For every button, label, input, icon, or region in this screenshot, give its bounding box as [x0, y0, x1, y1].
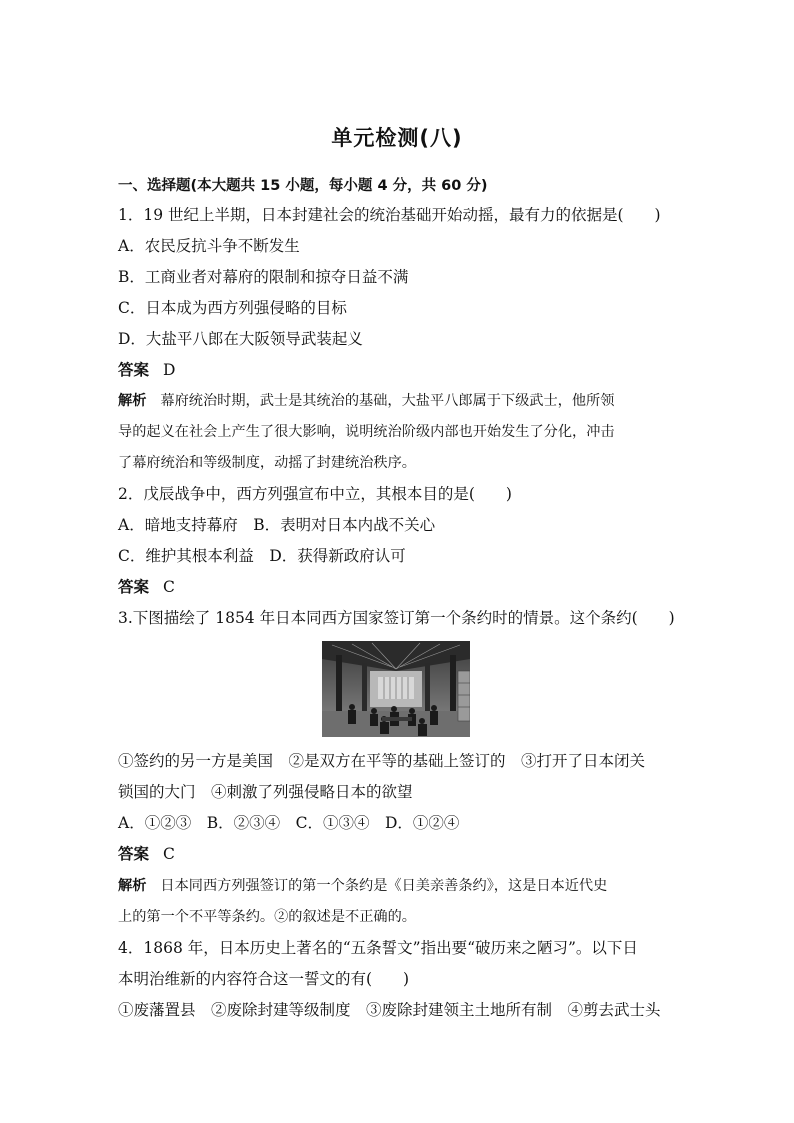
q1-option-d: D．大盐平八郎在大阪领导武装起义 [118, 330, 363, 348]
treaty-signing-engraving-image [322, 641, 470, 737]
q4-stem-line-1: 4．1868 年，日本历史上著名的“五条誓文”指出要“破历来之陋习”。以下日 [118, 939, 638, 957]
analysis-text: 幕府统治时期，武士是其统治的基础，大盐平八郎属于下级武士，他所领 [160, 393, 615, 409]
answer-label: 答案 [118, 845, 150, 863]
q3-stem: 3.下图描绘了 1854 年日本同西方国家签订第一个条约时的情景。这个条约( ) [118, 609, 675, 627]
q1-answer [118, 360, 678, 380]
q1-stem: 1．19 世纪上半期，日本封建社会的统治基础开始动摇，最有力的依据是( ) [118, 206, 661, 224]
answer-value: D [163, 361, 176, 379]
q2-options-cd: C．维护其根本利益 D．获得新政府认可 [118, 547, 406, 565]
q3-analysis-line-2: 上的第一个不平等条约。②的叙述是不正确的。 [118, 909, 416, 925]
page-title: 单元检测(八) [331, 126, 463, 150]
q1-option-c: C．日本成为西方列强侵略的目标 [118, 299, 347, 317]
answer-label: 答案 [118, 578, 150, 596]
q2-options-ab: A．暗地支持幕府 B．表明对日本内战不关心 [118, 516, 436, 534]
answer-label: 答案 [118, 361, 150, 379]
q2-stem: 2．戊辰战争中，西方列强宣布中立，其根本目的是( ) [118, 485, 512, 503]
section-header: 一、选择题(本大题共 15 小题，每小题 4 分，共 60 分) [118, 178, 488, 194]
q1-option-b: B．工商业者对幕府的限制和掠夺日益不满 [118, 268, 409, 286]
q2-answer [118, 577, 678, 597]
q1-analysis-line-2: 导的起义在社会上产生了很大影响，说明统治阶级内部也开始发生了分化，冲击 [118, 424, 615, 440]
q3-options: A．①②③ B．②③④ C．①③④ D．①②④ [118, 814, 460, 832]
q3-statements-line-2: 锁国的大门 ④刺激了列强侵略日本的欲望 [118, 783, 413, 801]
q3-answer [118, 844, 678, 864]
q4-stem-line-2: 本明治维新的内容符合这一誓文的有( ) [118, 970, 410, 988]
analysis-label: 解析 [118, 878, 147, 894]
answer-value: C [163, 578, 175, 596]
q3-analysis-line-1 [118, 876, 678, 896]
answer-value: C [163, 845, 175, 863]
analysis-text: 日本同西方列强签订的第一个条约是《日美亲善条约》，这是日本近代史 [160, 878, 608, 894]
q1-analysis-line-1 [118, 391, 678, 411]
q1-option-a: A．农民反抗斗争不断发生 [118, 237, 300, 255]
q1-analysis-line-3: 了幕府统治和等级制度，动摇了封建统治秩序。 [118, 455, 416, 471]
q4-statements-line-1: ①废藩置县 ②废除封建等级制度 ③废除封建领主土地所有制 ④剪去武士头 [118, 1001, 661, 1019]
analysis-label: 解析 [118, 393, 147, 409]
q3-statements-line-1: ①签约的另一方是美国 ②是双方在平等的基础上签订的 ③打开了日本闭关 [118, 752, 646, 770]
